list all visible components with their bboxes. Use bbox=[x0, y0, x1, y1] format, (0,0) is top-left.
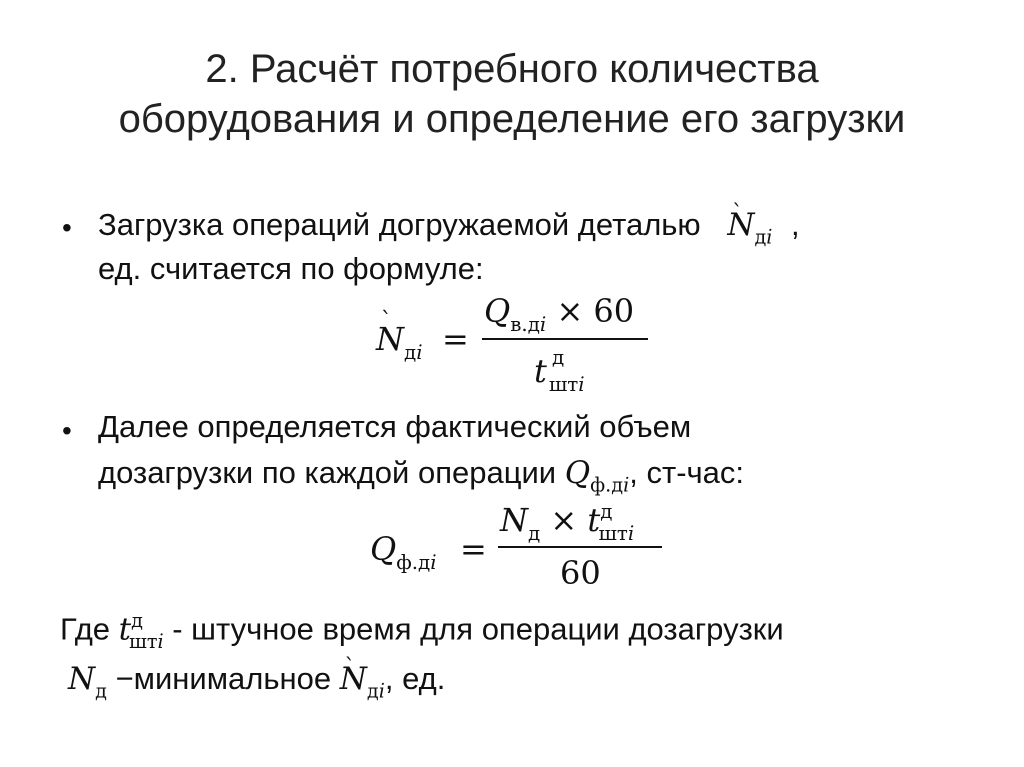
minimum-tail: , ед. bbox=[384, 661, 446, 696]
q-var-inline: Q bbox=[564, 455, 591, 491]
bullet-marker-1: • bbox=[62, 212, 72, 243]
title-line-2: оборудования и определение его загрузки bbox=[118, 97, 906, 141]
formula-1-numerator: $Q_{в.дi} \times 60$ bbox=[484, 292, 635, 336]
ndi-sub: дi bbox=[366, 679, 385, 703]
bullet-marker-2: • bbox=[62, 415, 72, 446]
bullet-2-line-1: Далее определяется фактический объем bbox=[98, 409, 692, 444]
bullet-1-line-2: ед. считается по формуле: bbox=[98, 251, 484, 286]
n-var-inline: N ` bbox=[727, 207, 754, 243]
formula-2-lhs: $Q_{ф.дi}$ bbox=[370, 530, 437, 574]
where-description: - штучное время для операции дозагрузки bbox=[172, 611, 784, 647]
formula-2-numerator: $N_д \times t^д_{штi}$ bbox=[500, 500, 635, 545]
minimum-text: −минимальное bbox=[115, 661, 332, 696]
formula-1-denominator: t д $_{штi}$ bbox=[534, 346, 585, 396]
bullet-1-text: Загрузка операций догружаемой деталью bbox=[98, 207, 701, 242]
formula-1-lhs: N $`_{дi}$ bbox=[376, 320, 423, 364]
nd-sub: д bbox=[95, 679, 107, 703]
where-label: Где bbox=[60, 611, 111, 647]
ndi-var: N ` bbox=[340, 661, 367, 697]
t-sub-inline: штi bbox=[128, 630, 164, 654]
formula-1-fraction-bar bbox=[482, 338, 648, 340]
slide-title bbox=[0, 44, 1024, 144]
formula-2-equals: = bbox=[460, 530, 487, 568]
t-var-inline: t bbox=[118, 611, 132, 648]
bullet-2-line-2 bbox=[98, 454, 744, 505]
t-sup-inline: д bbox=[131, 609, 143, 632]
formula-2-fraction-bar bbox=[498, 546, 662, 548]
minimum-line bbox=[68, 660, 445, 711]
formula-2-denominator: 60 bbox=[560, 554, 601, 592]
formula-1-equals: = bbox=[442, 320, 469, 358]
q-sub-inline: ф.дi bbox=[590, 473, 630, 497]
bullet-2-tail: , ст-час: bbox=[629, 455, 745, 490]
nd-var: N bbox=[68, 661, 96, 697]
n-sub-inline: дi bbox=[754, 225, 773, 249]
where-line bbox=[60, 602, 784, 661]
bullet-1-comma: , bbox=[791, 207, 800, 242]
title-line-1: 2. Расчёт потребного количества bbox=[205, 47, 819, 91]
bullet-2-text: дозагрузки по каждой операции bbox=[98, 455, 557, 490]
